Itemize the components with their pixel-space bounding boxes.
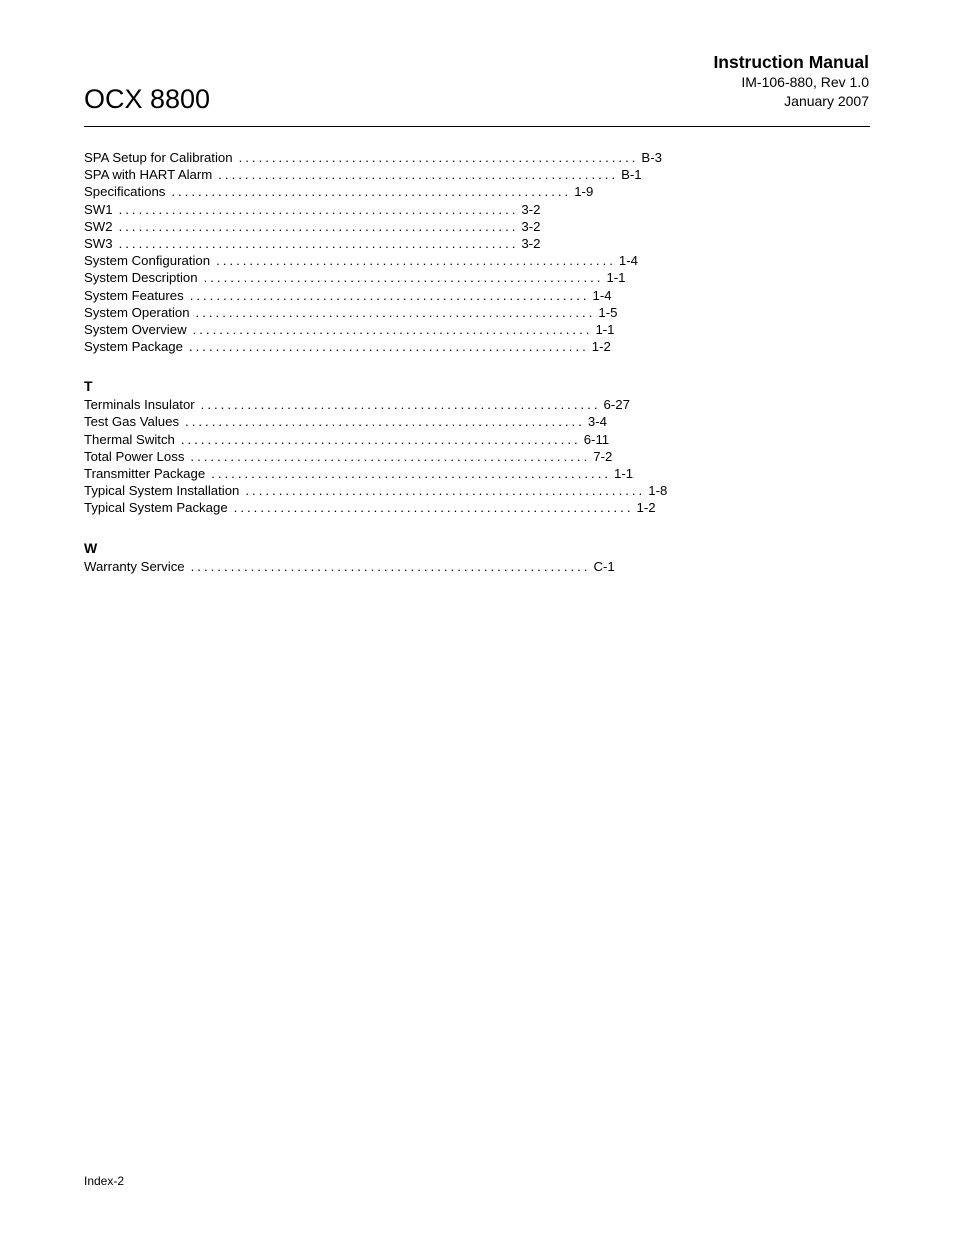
dot-leader: ............................................................: [192, 321, 593, 337]
index-list: [84, 149, 668, 575]
entry-term: Test Gas Values: [84, 414, 180, 430]
entry-term: Specifications: [84, 184, 166, 200]
entry-page: 1-8: [648, 483, 668, 499]
entry-page: 3-4: [587, 414, 607, 430]
manual-info: [713, 51, 869, 111]
manual-type: Instruction Manual: [713, 52, 869, 72]
dot-leader: ............................................................: [200, 397, 601, 413]
group-letter: W: [84, 539, 98, 556]
dot-leader: ............................................................: [185, 414, 585, 430]
entry-term: System Description: [84, 270, 198, 286]
dot-leader: ............................................................: [195, 304, 596, 320]
entry-page: C-1: [593, 558, 615, 574]
dot-leader: ............................................................: [171, 184, 572, 200]
entry-page: 1-2: [636, 500, 656, 516]
index-entry: [84, 235, 541, 252]
dot-leader: ............................................................: [211, 466, 612, 481]
page-number: Index-2: [84, 1174, 125, 1188]
dot-leader: ............................................................: [118, 201, 519, 217]
entry-page: B-1: [621, 167, 642, 183]
index-entry: [84, 304, 618, 321]
dot-leader: ............................................................: [245, 483, 646, 499]
index-entry: [84, 499, 656, 516]
dot-leader: ............................................................: [118, 235, 519, 251]
entry-page: 1-4: [618, 253, 638, 269]
dot-leader: ............................................................: [118, 218, 519, 234]
index-entry: [84, 482, 668, 499]
entry-page: 3-2: [521, 235, 541, 251]
index-entry: [84, 431, 610, 448]
entry-term: System Features: [84, 287, 184, 303]
index-entry: [84, 287, 612, 304]
dot-leader: ............................................................: [233, 500, 634, 516]
entry-term: Terminals Insulator: [84, 397, 195, 413]
entry-term: Transmitter Package: [84, 466, 206, 481]
index-entry: [84, 396, 630, 413]
index-entry: [84, 558, 615, 575]
index-entry: [84, 201, 541, 218]
entry-page: 1-1: [614, 466, 634, 481]
entry-page: 3-2: [521, 201, 541, 217]
entry-term: System Package: [84, 339, 183, 355]
document-number: IM-106-880, Rev 1.0: [741, 74, 869, 90]
index-entry: [84, 183, 594, 200]
dot-leader: ............................................................: [216, 253, 616, 269]
dot-leader: ............................................................: [190, 558, 591, 574]
dot-leader: ............................................................: [189, 287, 590, 303]
dot-leader: ............................................................: [218, 167, 619, 183]
dot-leader: ............................................................: [180, 431, 581, 447]
entry-term: Total Power Loss: [84, 448, 185, 464]
entry-term: SW3: [84, 235, 113, 251]
dot-leader: ............................................................: [188, 339, 589, 355]
group-letter: T: [84, 378, 93, 395]
dot-leader: ............................................................: [238, 150, 639, 165]
index-group-w: [84, 539, 615, 575]
entry-term: System Operation: [84, 304, 190, 320]
entry-term: SPA Setup for Calibration: [84, 150, 233, 165]
entry-term: Thermal Switch: [84, 431, 175, 447]
entry-page: 7-2: [593, 448, 613, 464]
index-entry: [84, 218, 541, 235]
entry-page: 6-27: [603, 397, 630, 413]
entry-page: 6-11: [583, 431, 610, 447]
index-entry: [84, 448, 613, 465]
dot-leader: ............................................................: [190, 448, 591, 464]
index-entry: [84, 413, 607, 430]
product-title: OCX 8800: [84, 84, 211, 114]
entry-term: Typical System Package: [84, 500, 228, 516]
index-group-s: [84, 149, 662, 355]
entry-page: 1-2: [591, 339, 611, 355]
index-entry: [84, 338, 611, 355]
dot-leader: ............................................................: [203, 270, 604, 286]
index-entry: [84, 252, 638, 269]
entry-term: System Configuration: [84, 253, 211, 269]
entry-page: 1-9: [574, 184, 594, 200]
entry-page: 3-2: [521, 218, 541, 234]
entry-term: SPA with HART Alarm: [84, 167, 213, 183]
header-divider: [84, 126, 870, 127]
index-entry: [84, 321, 615, 338]
entry-page: 1-4: [592, 287, 612, 303]
index-group-t: [84, 377, 668, 516]
entry-page: 1-5: [598, 304, 618, 320]
entry-term: SW1: [84, 201, 113, 217]
entry-term: Warranty Service: [84, 558, 185, 574]
index-entry: [84, 149, 662, 166]
index-entry: [84, 269, 626, 286]
entry-term: SW2: [84, 218, 113, 234]
index-entry: [84, 465, 634, 482]
entry-term: System Overview: [84, 321, 187, 337]
entry-page: 1-1: [606, 270, 626, 286]
entry-term: Typical System Installation: [84, 483, 240, 499]
document-date: January 2007: [784, 93, 869, 109]
entry-page: B-3: [641, 150, 662, 165]
index-entry: [84, 166, 642, 183]
entry-page: 1-1: [595, 321, 615, 337]
